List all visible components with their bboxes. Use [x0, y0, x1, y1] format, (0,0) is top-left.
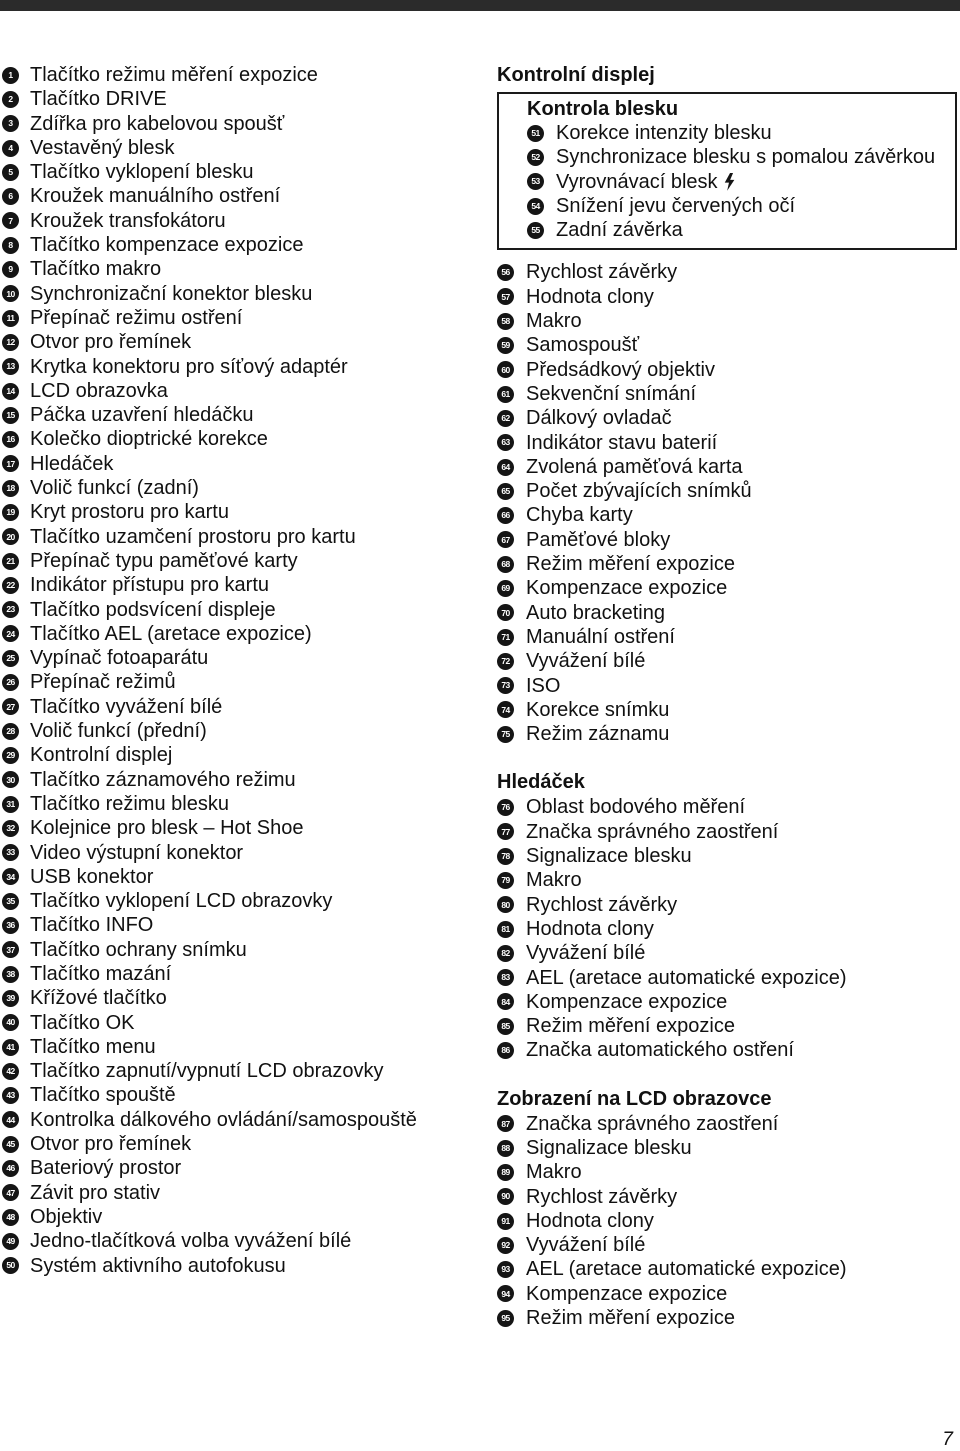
list-item	[2, 865, 472, 889]
item-number-badge: 55	[527, 222, 544, 239]
list-item	[497, 649, 957, 673]
item-number-badge: 89	[497, 1164, 514, 1181]
item-label: Bateriový prostor	[30, 1157, 182, 1180]
list-item	[2, 427, 472, 451]
item-label: Makro	[526, 1161, 582, 1184]
item-number-badge: 69	[497, 580, 514, 597]
list-item	[2, 476, 472, 500]
item-number-badge: 46	[2, 1160, 19, 1177]
list-item	[2, 768, 472, 792]
item-number-badge: 2	[2, 91, 19, 108]
item-label: Vyvážení bílé	[526, 1234, 646, 1257]
list-item	[497, 698, 957, 722]
item-label: Kolečko dioptrické korekce	[30, 428, 268, 451]
list-item	[527, 194, 955, 218]
list-item	[2, 695, 472, 719]
item-number-badge: 22	[2, 577, 19, 594]
item-label: Vyrovnávací blesk	[556, 170, 718, 193]
item-number-badge: 72	[497, 653, 514, 670]
list-item	[527, 218, 955, 242]
item-label: Korekce intenzity blesku	[556, 122, 772, 144]
item-number-badge: 57	[497, 288, 514, 305]
list-item	[2, 379, 472, 403]
list-item	[497, 382, 957, 406]
item-number-badge: 36	[2, 917, 19, 934]
item-number-badge: 79	[497, 872, 514, 889]
list-item	[2, 525, 472, 549]
list-item	[2, 355, 472, 379]
lcd-display-heading: Zobrazení na LCD obrazovce	[497, 1087, 772, 1110]
item-label: USB konektor	[30, 865, 154, 888]
list-item	[2, 282, 472, 306]
list-item	[2, 1035, 472, 1059]
item-number-badge: 25	[2, 650, 19, 667]
list-item	[2, 1132, 472, 1156]
item-number-badge: 86	[497, 1042, 514, 1059]
item-number-badge: 31	[2, 796, 19, 813]
item-label: Páčka uzavření hledáčku	[30, 404, 254, 427]
viewfinder-list	[497, 795, 957, 1062]
viewfinder-heading: Hledáček	[497, 771, 585, 794]
item-label: Vyvážení bílé	[526, 650, 646, 673]
item-number-badge: 28	[2, 723, 19, 740]
list-item	[2, 986, 472, 1010]
list-item	[497, 941, 957, 965]
item-number-badge: 91	[497, 1213, 514, 1230]
list-item	[2, 938, 472, 962]
item-number-badge: 10	[2, 285, 19, 302]
item-label: Sekvenční snímání	[526, 382, 697, 405]
item-number-badge: 4	[2, 140, 19, 157]
item-number-badge: 23	[2, 601, 19, 618]
item-number-badge: 62	[497, 410, 514, 427]
item-label: Vestavěný blesk	[30, 136, 175, 159]
item-label: Značka správného zaostření	[526, 820, 779, 843]
item-number-badge: 9	[2, 261, 19, 278]
item-number-badge: 73	[497, 677, 514, 694]
list-item	[2, 184, 472, 208]
item-label: Chyba karty	[526, 504, 633, 527]
item-label: Kroužek manuálního ostření	[30, 185, 281, 208]
list-item	[497, 601, 957, 625]
flash-control-list	[527, 121, 955, 242]
item-label: Režim záznamu	[526, 723, 670, 746]
list-item	[497, 1282, 957, 1306]
list-item	[497, 990, 957, 1014]
item-label: Režim měření expozice	[526, 1015, 735, 1038]
item-number-badge: 21	[2, 553, 19, 570]
item-label: Počet zbývajících snímků	[526, 480, 752, 503]
list-item	[2, 1011, 472, 1035]
item-label: Makro	[526, 310, 582, 333]
list-item	[2, 841, 472, 865]
item-number-badge: 58	[497, 313, 514, 330]
item-number-badge: 92	[497, 1237, 514, 1254]
item-label: LCD obrazovka	[30, 379, 168, 402]
list-item	[2, 598, 472, 622]
item-number-badge: 45	[2, 1136, 19, 1153]
list-item	[497, 285, 957, 309]
item-number-badge: 95	[497, 1310, 514, 1327]
list-item	[497, 358, 957, 382]
list-item	[497, 552, 957, 576]
list-item	[2, 306, 472, 330]
flash-control-heading: Kontrola blesku	[527, 98, 679, 120]
item-number-badge: 14	[2, 383, 19, 400]
item-label: Systém aktivního autofokusu	[30, 1254, 286, 1277]
item-label: ISO	[526, 674, 561, 697]
item-number-badge: 42	[2, 1063, 19, 1080]
parts-list-right	[497, 63, 957, 1330]
item-number-badge: 6	[2, 188, 19, 205]
list-item	[2, 209, 472, 233]
list-item	[497, 503, 957, 527]
item-label: Korekce snímku	[526, 698, 670, 721]
item-number-badge: 87	[497, 1115, 514, 1132]
list-item	[497, 528, 957, 552]
list-item	[497, 1233, 957, 1257]
item-number-badge: 1	[2, 67, 19, 84]
item-number-badge: 76	[497, 799, 514, 816]
item-number-badge: 47	[2, 1184, 19, 1201]
item-label: Tlačítko OK	[30, 1011, 135, 1034]
list-item	[497, 431, 957, 455]
item-label: Kontrolka dálkového ovládání/samospouště	[30, 1108, 417, 1131]
list-item	[497, 479, 957, 503]
parts-list-left	[2, 63, 472, 1278]
item-label: Tlačítko menu	[30, 1035, 156, 1058]
item-number-badge: 85	[497, 1018, 514, 1035]
item-number-badge: 94	[497, 1285, 514, 1302]
item-number-badge: 15	[2, 407, 19, 424]
list-item	[2, 233, 472, 257]
flash-control-box	[497, 92, 957, 250]
item-label: Krytka konektoru pro síťový adaptér	[30, 355, 348, 378]
item-number-badge: 7	[2, 212, 19, 229]
item-label: Tlačítko vyklopení blesku	[30, 161, 254, 184]
item-number-badge: 49	[2, 1233, 19, 1250]
item-label: Tlačítko ochrany snímku	[30, 938, 247, 961]
item-label: Makro	[526, 869, 582, 892]
item-number-badge: 50	[2, 1257, 19, 1274]
list-item	[527, 145, 955, 169]
item-label: Tlačítko uzamčení prostoru pro kartu	[30, 525, 356, 548]
item-number-badge: 59	[497, 337, 514, 354]
list-item	[497, 1209, 957, 1233]
item-label: Režim měření expozice	[526, 1307, 735, 1330]
list-item	[2, 63, 472, 87]
item-label: Rychlost závěrky	[526, 261, 678, 284]
item-label: Zdířka pro kabelovou spoušť	[30, 112, 285, 135]
flash-bolt-icon	[724, 173, 736, 191]
page-number: 7	[942, 1429, 953, 1450]
item-number-badge: 53	[527, 173, 544, 190]
list-item	[2, 136, 472, 160]
list-item	[2, 816, 472, 840]
list-item	[2, 1181, 472, 1205]
item-label: Tlačítko DRIVE	[30, 88, 167, 111]
item-label: Přepínač režimů	[30, 671, 176, 694]
item-label: Tlačítko podsvícení displeje	[30, 598, 276, 621]
item-label: Synchronizace blesku s pomalou závěrkou	[556, 146, 936, 169]
item-label: Objektiv	[30, 1205, 103, 1228]
item-number-badge: 43	[2, 1087, 19, 1104]
item-number-badge: 34	[2, 868, 19, 885]
item-label: Tlačítko režimu blesku	[30, 792, 229, 815]
item-label: Závit pro stativ	[30, 1181, 161, 1204]
item-label: Otvor pro řemínek	[30, 1133, 192, 1156]
item-label: Volič funkcí (zadní)	[30, 477, 199, 500]
list-item	[497, 333, 957, 357]
list-item	[497, 1136, 957, 1160]
item-number-badge: 33	[2, 844, 19, 861]
item-label: Kompenzace expozice	[526, 1282, 728, 1305]
list-item	[2, 1108, 472, 1132]
item-label: AEL (aretace automatické expozice)	[526, 966, 847, 989]
item-number-badge: 54	[527, 198, 544, 215]
item-number-badge: 20	[2, 528, 19, 545]
item-label: Otvor pro řemínek	[30, 331, 192, 354]
item-label: Snížení jevu červených očí	[556, 194, 796, 217]
list-item	[497, 795, 957, 819]
lcd-display-list	[497, 1112, 957, 1331]
list-item	[2, 792, 472, 816]
item-number-badge: 88	[497, 1140, 514, 1157]
list-item	[497, 674, 957, 698]
list-item	[497, 1257, 957, 1281]
item-label: Režim měření expozice	[526, 553, 735, 576]
list-item	[497, 260, 957, 284]
list-item	[497, 1014, 957, 1038]
list-item	[497, 455, 957, 479]
list-item	[2, 500, 472, 524]
item-label: Vypínač fotoaparátu	[30, 647, 209, 670]
item-label: Oblast bodového měření	[526, 796, 746, 819]
list-item	[2, 962, 472, 986]
list-item	[497, 1185, 957, 1209]
item-label: Kryt prostoru pro kartu	[30, 501, 229, 524]
item-number-badge: 30	[2, 771, 19, 788]
top-rule	[0, 0, 960, 11]
item-number-badge: 41	[2, 1039, 19, 1056]
list-item	[2, 403, 472, 427]
item-number-badge: 5	[2, 164, 19, 181]
item-label: Rychlost závěrky	[526, 1185, 678, 1208]
item-number-badge: 24	[2, 625, 19, 642]
item-number-badge: 48	[2, 1209, 19, 1226]
item-label: Volič funkcí (přední)	[30, 720, 207, 743]
item-number-badge: 77	[497, 823, 514, 840]
item-label: Značka správného zaostření	[526, 1112, 779, 1135]
control-display-list	[497, 260, 957, 746]
list-item	[2, 743, 472, 767]
item-label: Samospoušť	[526, 334, 640, 357]
item-number-badge: 13	[2, 358, 19, 375]
item-label: Auto bracketing	[526, 601, 665, 624]
item-number-badge: 26	[2, 674, 19, 691]
item-label: Kolejnice pro blesk – Hot Shoe	[30, 817, 304, 840]
item-number-badge: 17	[2, 455, 19, 472]
list-item	[497, 576, 957, 600]
item-number-badge: 27	[2, 698, 19, 715]
list-item	[527, 121, 955, 145]
list-item	[2, 622, 472, 646]
list-item	[497, 309, 957, 333]
item-number-badge: 39	[2, 990, 19, 1007]
item-number-badge: 81	[497, 921, 514, 938]
item-number-badge: 70	[497, 604, 514, 621]
item-label: Tlačítko mazání	[30, 962, 172, 985]
list-item	[497, 1306, 957, 1330]
item-label: Manuální ostření	[526, 625, 675, 648]
item-number-badge: 63	[497, 434, 514, 451]
item-number-badge: 90	[497, 1188, 514, 1205]
item-label: Tlačítko makro	[30, 258, 162, 281]
item-label: Tlačítko spouště	[30, 1084, 176, 1107]
item-number-badge: 51	[527, 125, 544, 142]
item-number-badge: 18	[2, 480, 19, 497]
item-label: Hodnota clony	[526, 917, 654, 940]
list-item	[2, 549, 472, 573]
item-number-badge: 35	[2, 893, 19, 910]
list-item	[497, 820, 957, 844]
list-item	[497, 868, 957, 892]
item-label: Rychlost závěrky	[526, 893, 678, 916]
list-item	[497, 1160, 957, 1184]
list-item	[2, 160, 472, 184]
item-label: Hodnota clony	[526, 285, 654, 308]
list-item	[2, 670, 472, 694]
list-item	[2, 573, 472, 597]
item-label: Kompenzace expozice	[526, 990, 728, 1013]
item-number-badge: 61	[497, 386, 514, 403]
item-label: Kompenzace expozice	[526, 577, 728, 600]
item-label: Zadní závěrka	[556, 219, 683, 242]
item-label: Hledáček	[30, 452, 114, 475]
item-number-badge: 19	[2, 504, 19, 521]
item-number-badge: 32	[2, 820, 19, 837]
item-label: Signalizace blesku	[526, 1136, 692, 1159]
item-label: Tlačítko režimu měření expozice	[30, 64, 318, 86]
item-number-badge: 12	[2, 334, 19, 351]
item-label: Dálkový ovladač	[526, 407, 672, 430]
list-item	[2, 257, 472, 281]
item-label: Kontrolní displej	[30, 744, 173, 767]
item-label: Jedno-tlačítková volba vyvážení bílé	[30, 1230, 352, 1253]
item-number-badge: 66	[497, 507, 514, 524]
item-label: Signalizace blesku	[526, 845, 692, 868]
item-label: Předsádkový objektiv	[526, 358, 715, 381]
list-item	[2, 889, 472, 913]
item-label: Tlačítko vyklopení LCD obrazovky	[30, 890, 333, 913]
item-label: Tlačítko záznamového režimu	[30, 768, 296, 791]
item-label: Indikátor přístupu pro kartu	[30, 574, 270, 597]
list-item	[2, 1083, 472, 1107]
item-number-badge: 11	[2, 310, 19, 327]
list-item	[527, 170, 955, 194]
item-number-badge: 82	[497, 945, 514, 962]
item-label: Synchronizační konektor blesku	[30, 282, 313, 305]
item-number-badge: 3	[2, 115, 19, 132]
list-item	[2, 913, 472, 937]
item-label: Kroužek transfokátoru	[30, 209, 226, 232]
item-number-badge: 8	[2, 237, 19, 254]
list-item	[2, 1254, 472, 1278]
item-number-badge: 40	[2, 1014, 19, 1031]
control-display-heading: Kontrolní displej	[497, 64, 655, 86]
list-item	[497, 406, 957, 430]
item-number-badge: 93	[497, 1261, 514, 1278]
item-label: Přepínač režimu ostření	[30, 306, 243, 329]
list-item	[497, 625, 957, 649]
list-item	[2, 1059, 472, 1083]
item-number-badge: 44	[2, 1111, 19, 1128]
item-number-badge: 65	[497, 483, 514, 500]
list-item	[2, 646, 472, 670]
item-label: Paměťové bloky	[526, 528, 671, 551]
item-label: Vyvážení bílé	[526, 942, 646, 965]
list-item	[497, 917, 957, 941]
item-label: Tlačítko kompenzace expozice	[30, 234, 304, 257]
item-number-badge: 37	[2, 941, 19, 958]
item-number-badge: 78	[497, 848, 514, 865]
list-item	[2, 87, 472, 111]
item-number-badge: 60	[497, 361, 514, 378]
list-item	[2, 1156, 472, 1180]
item-number-badge: 56	[497, 264, 514, 281]
item-label: Křížové tlačítko	[30, 987, 167, 1010]
item-label: AEL (aretace automatické expozice)	[526, 1258, 847, 1281]
list-item	[2, 719, 472, 743]
item-number-badge: 74	[497, 701, 514, 718]
item-label: Zvolená paměťová karta	[526, 455, 743, 478]
item-number-badge: 84	[497, 993, 514, 1010]
list-item	[497, 966, 957, 990]
list-item	[497, 893, 957, 917]
item-number-badge: 52	[527, 149, 544, 166]
item-number-badge: 16	[2, 431, 19, 448]
item-label: Tlačítko vyvážení bílé	[30, 695, 223, 718]
list-item	[497, 722, 957, 746]
item-label: Tlačítko AEL (aretace expozice)	[30, 622, 312, 645]
list-item	[2, 112, 472, 136]
list-item	[497, 844, 957, 868]
list-item	[497, 1112, 957, 1136]
item-label: Indikátor stavu baterií	[526, 431, 718, 454]
item-label: Přepínač typu paměťové karty	[30, 549, 298, 572]
list-item	[497, 1038, 957, 1062]
list-item	[2, 1229, 472, 1253]
list-item	[2, 452, 472, 476]
item-number-badge: 29	[2, 747, 19, 764]
item-number-badge: 80	[497, 896, 514, 913]
item-number-badge: 68	[497, 556, 514, 573]
list-item	[2, 330, 472, 354]
item-number-badge: 38	[2, 966, 19, 983]
item-number-badge: 83	[497, 969, 514, 986]
item-label: Tlačítko INFO	[30, 914, 154, 937]
item-number-badge: 64	[497, 459, 514, 476]
item-label: Tlačítko zapnutí/vypnutí LCD obrazovky	[30, 1060, 384, 1083]
item-number-badge: 71	[497, 629, 514, 646]
item-number-badge: 75	[497, 726, 514, 743]
item-number-badge: 67	[497, 531, 514, 548]
item-label: Video výstupní konektor	[30, 841, 244, 864]
item-label: Hodnota clony	[526, 1209, 654, 1232]
list-item	[2, 1205, 472, 1229]
item-label: Značka automatického ostření	[526, 1039, 794, 1062]
